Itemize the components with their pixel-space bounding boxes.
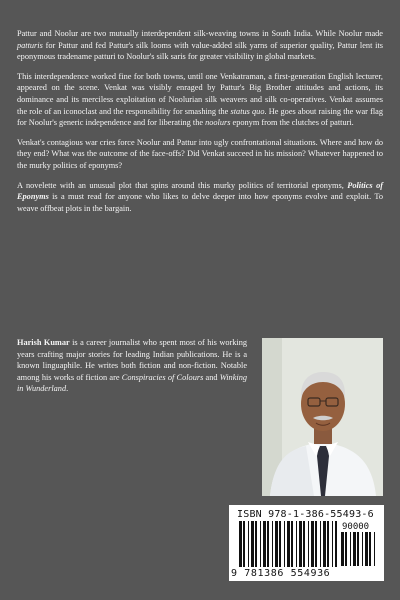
barcode-bar [263,521,266,567]
barcode-bar [357,532,359,566]
author-bio-body: . [66,384,69,394]
barcode-bar [308,521,309,567]
barcode-bar [267,521,269,567]
blurb-paragraph-2 [17,71,383,129]
barcode-bar [341,532,344,566]
barcode-digits: 9 781386 554936 [231,568,331,579]
blurb-paragraph-3: Venkat's contagious war cries force Noolur and Pattur into ugly confrontational situations. Where and how do they end? What was the outcome of the face-offs? Did Venkat succeed in his mission? Whatever happened to the murky politics of eponyms? [17,137,383,170]
barcode-bar [311,521,314,567]
barcode-bar [272,521,273,567]
barcode-bar [287,521,290,567]
book-title: Politics of Eponyms [17,180,384,202]
blurb-text: for Pattur and fed Pattur's silk looms with value-added silk yarns of superior quality, Pattur lent its eponymous tradename patturi to Noolur's silk saris for greater visibility in global markets. [17,40,383,62]
blurb [17,28,383,222]
blurb-paragraph-1 [17,28,383,63]
barcode-bar [350,532,351,566]
blurb-emphasis: noolurs [205,118,231,128]
author-work-title: Winking in Wunderland [17,372,247,394]
barcode-bar [279,521,281,567]
barcode-bar [315,521,317,567]
barcode-bar [374,532,375,566]
barcode-bar [251,521,254,567]
author-work-title: Conspiracies of Colours [121,372,204,382]
blurb-emphasis: status quo [230,106,265,116]
blurb-text: This interdependence worked fine for both towns, until one Venkatraman, a first-generation English lecturer, appeared on the scene. Venkat was visibly enraged by Pattur's Big Brother attitudes and actions, its dominance and its merciless exploitation of Noolurian silk weavers and silk co-operatives. Venkat assumes the role of an iconoclast and the responsibility for smashing the [17,71,383,116]
barcode-bars-icon [239,521,337,567]
barcode-bar [239,521,242,567]
blurb-emphasis: patturis [17,40,43,50]
barcode-bar [327,521,329,567]
barcode-bar [260,521,261,567]
barcode-bar [291,521,293,567]
barcode-bar [303,521,305,567]
barcode-bar [362,532,363,566]
barcode-bar [296,521,297,567]
isbn-label: ISBN 978-1-386-55493-6 [237,509,374,520]
blurb-text: Pattur and Noolur are two mutually interdependent silk-weaving towns in South India. While Noolur made [17,29,383,38]
barcode-bar [365,532,368,566]
author-photo [262,338,383,496]
author-bio-body: is a career journalist who spent most of his working years crafting major stories for leading Indian publications. He is a known linguaphile. He writes both fiction and non-fiction. Notable among his works of fiction are [17,338,247,382]
author-bio [17,337,247,395]
blurb-text: is a must read for anyone who likes to delve deeper into how eponyms evolve and exploit. To weave offbeat plots in the bargain. [17,192,383,213]
barcode-bar [275,521,278,567]
author-name: Harish Kumar [17,338,70,347]
barcode-bar [345,532,347,566]
author-portrait-image [262,338,383,496]
barcode-bar [320,521,321,567]
barcode-bar [248,521,249,567]
addon-bars-icon [341,532,375,566]
blurb-text: . He goes about raising the war flag for Noolur's generic independence and for liberating the [17,106,383,128]
isbn-barcode [229,505,384,581]
barcode-bar [284,521,285,567]
barcode-bar [335,521,337,567]
barcode-bar [332,521,333,567]
author-bio-body: and [203,372,220,382]
barcode-bar [353,532,356,566]
barcode-bar [255,521,257,567]
barcode-bar [369,532,371,566]
barcode-bar [323,521,326,567]
blurb-text: eponym from the clutches of patturi. [230,118,354,128]
price-code: 90000 [342,522,370,532]
author-bio-text [17,337,247,395]
blurb-paragraph-4 [17,180,383,215]
barcode-bar [299,521,302,567]
blurb-text: A novelette with an unusual plot that spins around this murky politics of territorial eponyms, [17,180,348,190]
barcode-bar [243,521,245,567]
